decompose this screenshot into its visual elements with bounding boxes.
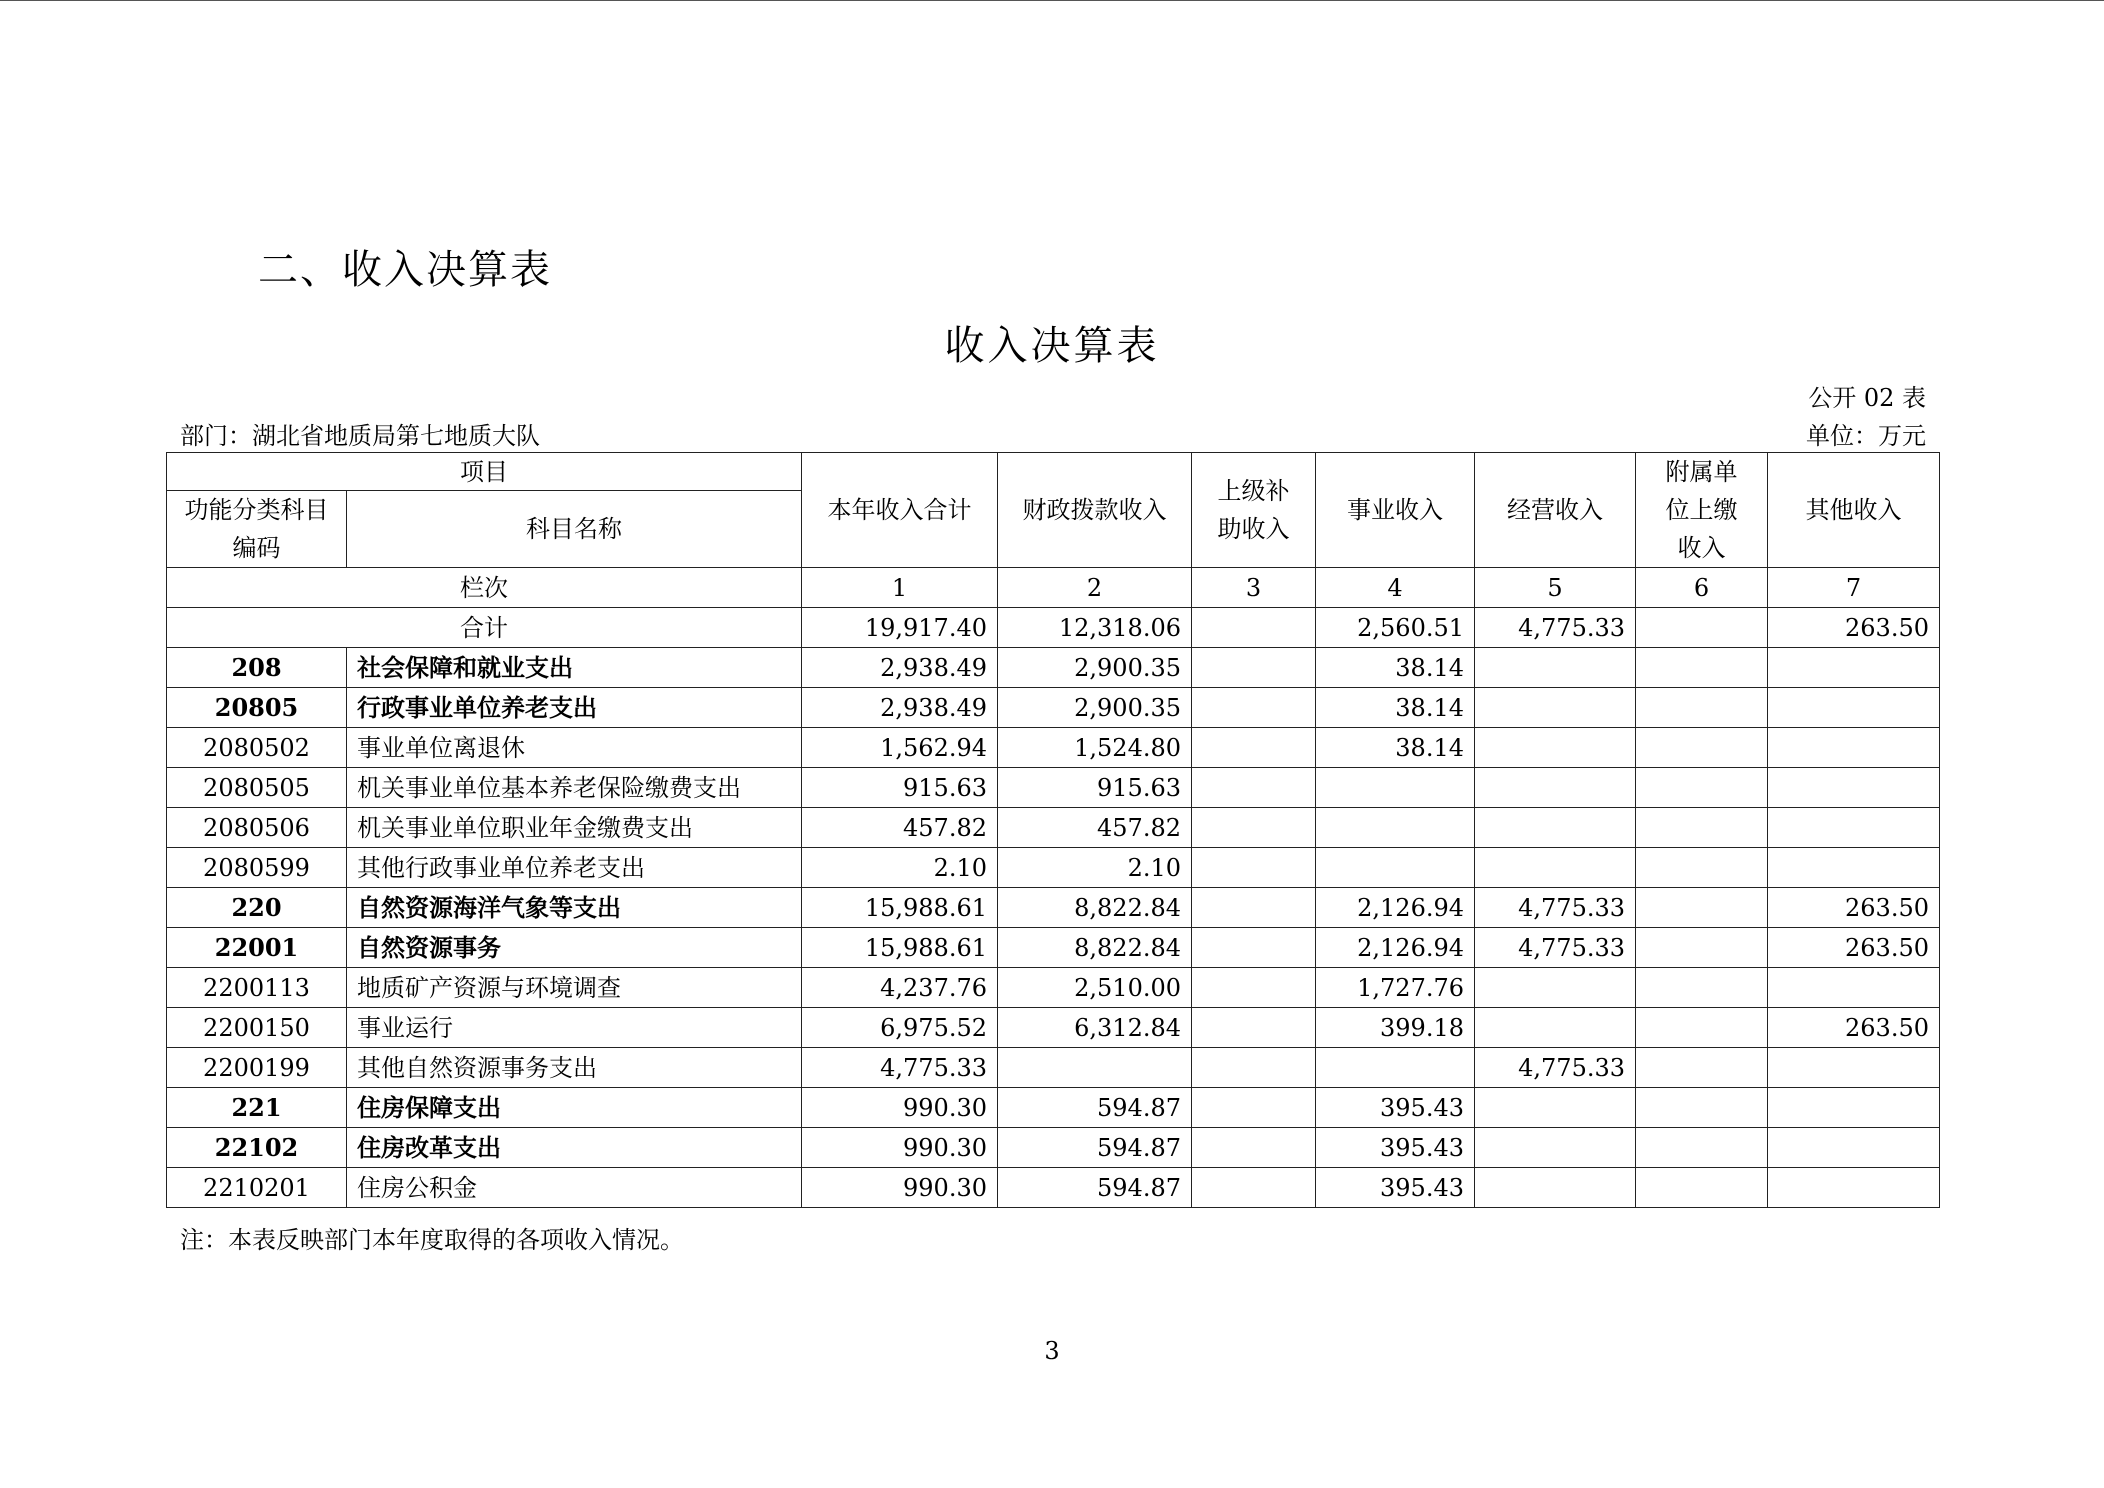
total-value: 19,917.40 — [802, 608, 998, 648]
row-value — [1192, 1048, 1316, 1088]
row-value: 395.43 — [1316, 1128, 1475, 1168]
row-value — [1192, 1128, 1316, 1168]
column-number: 6 — [1636, 568, 1768, 608]
row-value — [1768, 648, 1940, 688]
row-value — [1636, 688, 1768, 728]
row-value: 6,312.84 — [998, 1008, 1192, 1048]
row-value — [998, 1048, 1192, 1088]
row-value — [1316, 808, 1475, 848]
row-value: 2.10 — [802, 848, 998, 888]
row-code: 2200199 — [167, 1048, 347, 1088]
row-value — [1475, 1168, 1636, 1208]
table-row — [167, 848, 1940, 888]
row-value: 594.87 — [998, 1128, 1192, 1168]
row-value — [1768, 968, 1940, 1008]
column-number: 1 — [802, 568, 998, 608]
row-value — [1192, 1088, 1316, 1128]
row-value: 2,900.35 — [998, 648, 1192, 688]
row-value — [1475, 648, 1636, 688]
row-value: 2,938.49 — [802, 688, 998, 728]
row-code: 2210201 — [167, 1168, 347, 1208]
row-value: 15,988.61 — [802, 928, 998, 968]
row-value — [1192, 928, 1316, 968]
total-value: 12,318.06 — [998, 608, 1192, 648]
header-name: 科目名称 — [347, 491, 802, 568]
row-value — [1475, 1088, 1636, 1128]
row-code: 22102 — [167, 1128, 347, 1168]
total-value — [1192, 608, 1316, 648]
row-value — [1768, 1048, 1940, 1088]
row-value: 8,822.84 — [998, 928, 1192, 968]
row-value: 263.50 — [1768, 888, 1940, 928]
header-operation: 经营收入 — [1475, 453, 1636, 568]
row-value — [1192, 808, 1316, 848]
row-name: 住房公积金 — [347, 1168, 802, 1208]
row-value — [1768, 1088, 1940, 1128]
column-number: 2 — [998, 568, 1192, 608]
row-value — [1192, 888, 1316, 928]
income-budget-table — [166, 452, 1940, 1208]
row-value — [1475, 968, 1636, 1008]
header-total: 本年收入合计 — [802, 453, 998, 568]
total-value: 263.50 — [1768, 608, 1940, 648]
row-value: 15,988.61 — [802, 888, 998, 928]
column-number-label: 栏次 — [167, 568, 802, 608]
row-value: 4,775.33 — [1475, 1048, 1636, 1088]
row-value: 1,562.94 — [802, 728, 998, 768]
row-name: 住房改革支出 — [347, 1128, 802, 1168]
row-value: 594.87 — [998, 1088, 1192, 1128]
table-row — [167, 1048, 1940, 1088]
row-value — [1768, 688, 1940, 728]
row-value: 38.14 — [1316, 728, 1475, 768]
row-code: 22001 — [167, 928, 347, 968]
table-row — [167, 968, 1940, 1008]
row-value: 38.14 — [1316, 648, 1475, 688]
header-other: 其他收入 — [1768, 453, 1940, 568]
row-value — [1475, 1008, 1636, 1048]
table-row — [167, 888, 1940, 928]
header-item: 项目 — [167, 453, 802, 491]
row-value: 4,775.33 — [802, 1048, 998, 1088]
row-value: 6,975.52 — [802, 1008, 998, 1048]
row-value: 4,775.33 — [1475, 888, 1636, 928]
row-value — [1475, 688, 1636, 728]
row-name: 事业运行 — [347, 1008, 802, 1048]
row-value — [1636, 1128, 1768, 1168]
row-value — [1192, 648, 1316, 688]
page-number: 3 — [1044, 1337, 1060, 1365]
row-code: 2080505 — [167, 768, 347, 808]
row-value: 8,822.84 — [998, 888, 1192, 928]
row-code: 220 — [167, 888, 347, 928]
total-value — [1636, 608, 1768, 648]
row-value: 2,938.49 — [802, 648, 998, 688]
row-value: 457.82 — [802, 808, 998, 848]
row-value — [1475, 728, 1636, 768]
table-row — [167, 928, 1940, 968]
row-value — [1636, 848, 1768, 888]
row-value: 4,237.76 — [802, 968, 998, 1008]
column-number-row — [167, 568, 1940, 608]
row-value — [1768, 848, 1940, 888]
row-value: 2,900.35 — [998, 688, 1192, 728]
table-row — [167, 728, 1940, 768]
row-name: 其他自然资源事务支出 — [347, 1048, 802, 1088]
footnote: 注：本表反映部门本年度取得的各项收入情况。 — [180, 1226, 684, 1254]
row-value — [1768, 808, 1940, 848]
row-code: 2080506 — [167, 808, 347, 848]
row-value — [1192, 688, 1316, 728]
total-value: 4,775.33 — [1475, 608, 1636, 648]
form-number: 公开 02 表 — [1808, 384, 1926, 412]
row-value — [1192, 1168, 1316, 1208]
row-code: 2200150 — [167, 1008, 347, 1048]
row-value — [1636, 648, 1768, 688]
row-value: 2,126.94 — [1316, 928, 1475, 968]
row-value: 990.30 — [802, 1168, 998, 1208]
header-code: 功能分类科目编码 — [167, 491, 347, 568]
row-value — [1316, 768, 1475, 808]
row-value — [1316, 848, 1475, 888]
row-value — [1192, 728, 1316, 768]
row-name: 机关事业单位基本养老保险缴费支出 — [347, 768, 802, 808]
table-row — [167, 768, 1940, 808]
row-value — [1636, 888, 1768, 928]
row-value: 1,524.80 — [998, 728, 1192, 768]
table-title: 收入决算表 — [944, 323, 1160, 369]
row-value — [1768, 728, 1940, 768]
row-value: 1,727.76 — [1316, 968, 1475, 1008]
column-number: 4 — [1316, 568, 1475, 608]
row-value: 395.43 — [1316, 1088, 1475, 1128]
table-row — [167, 648, 1940, 688]
row-value — [1316, 1048, 1475, 1088]
row-value — [1636, 968, 1768, 1008]
row-value: 990.30 — [802, 1128, 998, 1168]
row-value — [1636, 1048, 1768, 1088]
row-value: 594.87 — [998, 1168, 1192, 1208]
row-value — [1475, 848, 1636, 888]
row-value — [1768, 1168, 1940, 1208]
header-affiliated: 附属单位上缴收入 — [1636, 453, 1768, 568]
row-code: 2200113 — [167, 968, 347, 1008]
row-name: 自然资源事务 — [347, 928, 802, 968]
row-value — [1475, 808, 1636, 848]
row-value — [1636, 928, 1768, 968]
row-value — [1768, 768, 1940, 808]
row-value — [1636, 1008, 1768, 1048]
row-value: 399.18 — [1316, 1008, 1475, 1048]
row-value: 2.10 — [998, 848, 1192, 888]
column-number: 3 — [1192, 568, 1316, 608]
row-value — [1636, 1088, 1768, 1128]
header-row-1 — [167, 453, 1940, 491]
row-code: 208 — [167, 648, 347, 688]
row-name: 自然资源海洋气象等支出 — [347, 888, 802, 928]
row-code: 20805 — [167, 688, 347, 728]
row-value: 915.63 — [802, 768, 998, 808]
row-value — [1192, 848, 1316, 888]
row-code: 2080599 — [167, 848, 347, 888]
row-value — [1636, 1168, 1768, 1208]
row-value: 457.82 — [998, 808, 1192, 848]
row-value: 4,775.33 — [1475, 928, 1636, 968]
page-top-border — [0, 0, 2104, 1]
table-row — [167, 1008, 1940, 1048]
row-value — [1475, 768, 1636, 808]
row-value — [1475, 1128, 1636, 1168]
row-value — [1192, 768, 1316, 808]
row-value — [1636, 808, 1768, 848]
header-business: 事业收入 — [1316, 453, 1475, 568]
row-value — [1636, 728, 1768, 768]
department-label: 部门：湖北省地质局第七地质大队 — [180, 422, 540, 450]
column-number: 5 — [1475, 568, 1636, 608]
row-code: 221 — [167, 1088, 347, 1128]
total-value: 2,560.51 — [1316, 608, 1475, 648]
row-name: 行政事业单位养老支出 — [347, 688, 802, 728]
table-row — [167, 808, 1940, 848]
row-value — [1192, 968, 1316, 1008]
header-fiscal: 财政拨款收入 — [998, 453, 1192, 568]
section-heading: 二、收入决算表 — [258, 247, 552, 293]
row-name: 住房保障支出 — [347, 1088, 802, 1128]
unit-label: 单位：万元 — [1806, 422, 1926, 450]
row-value: 2,126.94 — [1316, 888, 1475, 928]
row-value: 263.50 — [1768, 928, 1940, 968]
row-name: 地质矿产资源与环境调查 — [347, 968, 802, 1008]
row-code: 2080502 — [167, 728, 347, 768]
row-value: 2,510.00 — [998, 968, 1192, 1008]
row-name: 社会保障和就业支出 — [347, 648, 802, 688]
table-row — [167, 688, 1940, 728]
table-row — [167, 1128, 1940, 1168]
row-value: 915.63 — [998, 768, 1192, 808]
total-row — [167, 608, 1940, 648]
row-value: 990.30 — [802, 1088, 998, 1128]
row-value: 263.50 — [1768, 1008, 1940, 1048]
table-row — [167, 1168, 1940, 1208]
total-label: 合计 — [167, 608, 802, 648]
row-name: 机关事业单位职业年金缴费支出 — [347, 808, 802, 848]
row-name: 事业单位离退休 — [347, 728, 802, 768]
row-value: 395.43 — [1316, 1168, 1475, 1208]
column-number: 7 — [1768, 568, 1940, 608]
table-row — [167, 1088, 1940, 1128]
row-name: 其他行政事业单位养老支出 — [347, 848, 802, 888]
header-superior: 上级补助收入 — [1192, 453, 1316, 568]
row-value — [1636, 768, 1768, 808]
row-value — [1768, 1128, 1940, 1168]
row-value: 38.14 — [1316, 688, 1475, 728]
row-value — [1192, 1008, 1316, 1048]
